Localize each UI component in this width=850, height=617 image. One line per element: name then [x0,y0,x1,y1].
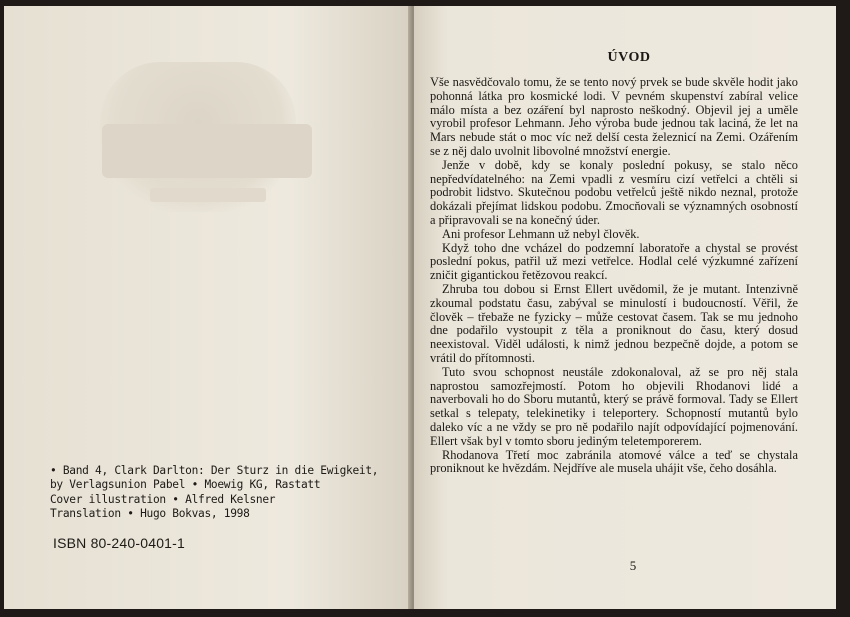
credits-line: Translation • Hugo Bokvas, 1998 [50,507,250,521]
paragraph: Ani profesor Lehmann už nebyl člověk. [442,226,640,241]
isbn: ISBN 80-240-0401-1 [53,535,186,551]
body-text [430,76,798,476]
credits-line: by Verlagsunion Pabel • Moewig KG, Rastatt [50,478,321,492]
chapter-title: ÚVOD [607,50,651,65]
left-page [4,6,412,609]
credits-line: • Band 4, Clark Darlton: Der Sturz in die Ewigkeit, [50,464,379,477]
credits-block [50,464,390,522]
paragraph: Rhodanova Třetí moc zabránila atomové válce a teď se chystala proniknout ke hvězdám. Nejdříve ale musela uhájit vše, čeho dosáhla. [430,447,798,476]
paragraph: Když toho dne vcházel do podzemní laboratoře a chystal se provést poslední pokus, patřil už mezi vetřelce. Hodlal celé výzkumné zařízení zničit gigantickou řetězovou reakcí. [430,240,798,283]
paragraph: Zhruba tou dobou si Ernst Ellert uvědomil, že je mutant. Intenzivně zkoumal podstatu času, zabýval se minulostí i budoucností. Věřil, že člověk – třebaže ne fyzicky – může cestovat časem. Tak se mu jednoho dne podařilo vystoupit z těla a proniknout do času, který dosud neexistoval. Viděl události, k nimž jednou bezpečně dojde, a potom se vrátil do přítomnosti. [430,281,798,365]
paragraph: Tuto svou schopnost neustále zdokonaloval, až se pro něj stala naprostou samozřejmostí. Potom ho objevili Rhodanovi lidé a naverbovali ho do Sboru mutantů, který se právě formoval. Tady se Ellert setkal s telepaty, telekinetiky i teleportery. Schopností mutantů bylo daleko víc a ne vždy se pro ně podařilo najít odpovídající pojmenování. Ellert však byl v tomto sboru jediným teletemporerem. [430,364,798,448]
paragraph: Vše nasvědčovalo tomu, že se tento nový prvek se bude skvěle hodit jako pohonná látka pro kosmické lodi. V pevném skupenství zabíral velice málo místa a bez ozáření byl naprosto neškodný. Objevil jej a uměle vyrobil profesor Lehmann. Jeho výroba bude jednou tak laciná, že let na Mars nebude stát o moc víc než delší cesta železnicí na Zemi. Ozářením se z něj dalo uvolnit libovolné množství energie. [430,75,798,158]
credits-line: Cover illustration • Alfred Kelsner [50,492,276,506]
page-number: 5 [629,558,637,573]
right-page [414,6,836,609]
cover-show-through-strip [150,188,266,202]
cover-show-through-band [102,124,312,178]
paragraph: Jenže v době, kdy se konaly poslední pokusy, se stalo něco nepředvídatelného: na Zemi vpadli z vesmíru cizí vetřelci a chtěli si podrobit lidstvo. Skutečnou podobu vetřelců ještě nikdo neznal, protože dokázali přejímat lidskou podobu. Zmocňovali se významných osobností a připravovali se na konečný úder. [430,157,798,227]
